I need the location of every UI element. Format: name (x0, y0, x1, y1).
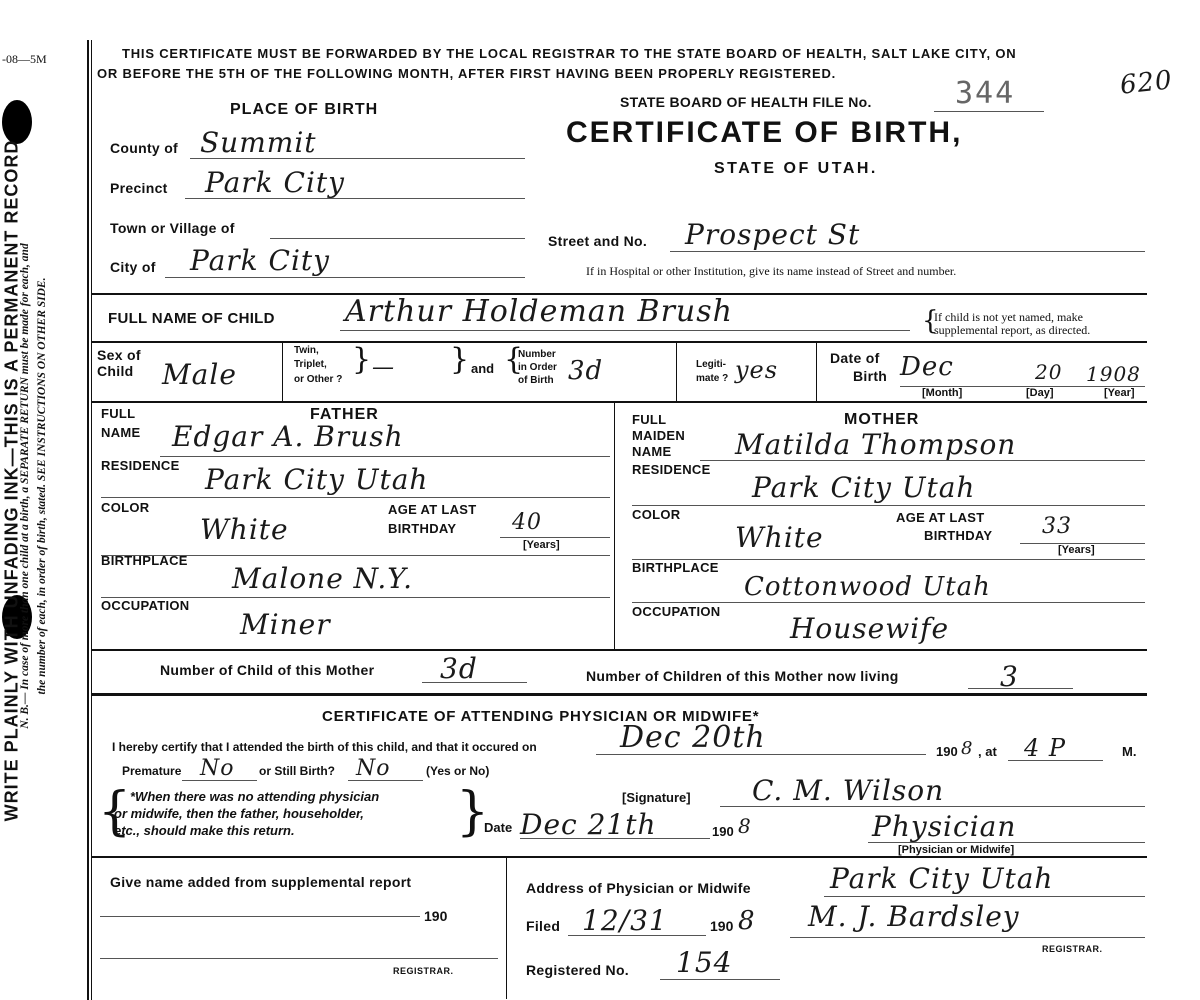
father-name-value: Edgar A. Brush (172, 420, 404, 453)
registered-value: 154 (676, 946, 733, 979)
dob-label-1: Date of (830, 350, 880, 366)
registrar-caption-left: REGISTRAR. (393, 966, 454, 976)
physician-title-line (868, 842, 1145, 843)
mother-age-label-1: AGE AT LAST (896, 510, 985, 525)
child-number-line (422, 682, 527, 683)
mother-occupation-label: OCCUPATION (632, 604, 721, 619)
physician-birth-date-line (596, 754, 926, 755)
dob-label-2: Birth (853, 368, 888, 384)
form-left-border (87, 40, 89, 1000)
m-label: M. (1122, 744, 1137, 759)
order-brace: { (504, 342, 524, 377)
name-note-2: supplemental report, as directed. (934, 323, 1091, 337)
corner-number: 620 (1118, 65, 1175, 101)
note-line-1: *When there was no attending physician (130, 789, 380, 804)
col-divider-sex (282, 341, 283, 401)
sex-label-1: Sex of (97, 347, 141, 363)
name-note-brace: { (922, 306, 939, 336)
left-margin (0, 0, 80, 999)
registrar-signature: M. J. Bardsley (808, 900, 1020, 933)
child-number-label: Number of Child of this Mother (160, 662, 375, 678)
father-birthplace-label: BIRTHPLACE (101, 553, 188, 568)
certify-text: I hereby certify that I attended the birth of this child, and that it occured on (112, 740, 537, 754)
nb-instructions-2: the number of each, in order of birth, stated. SEE INSTRUCTIONS ON OTHER SIDE. (36, 277, 48, 695)
col-divider-order (676, 341, 677, 401)
street-line (670, 251, 1145, 252)
mother-name-label-2: MAIDEN (632, 428, 686, 443)
signature-line (720, 806, 1145, 807)
children-living-value: 3 (1000, 660, 1019, 693)
file-no-label: STATE BOARD OF HEALTH FILE No. (620, 94, 872, 110)
street-label: Street and No. (548, 233, 648, 249)
father-age-label-1: AGE AT LAST (388, 502, 477, 517)
mother-birthplace-label: BIRTHPLACE (632, 560, 719, 575)
month-caption: [Month] (922, 387, 963, 399)
mother-name-line (700, 460, 1145, 461)
physician-heading: CERTIFICATE OF ATTENDING PHYSICIAN OR MIDWIFE* (322, 708, 760, 725)
divider-6 (91, 856, 1147, 858)
father-birthplace-value: Malone N.Y. (232, 562, 414, 595)
parents-divider (614, 401, 615, 649)
father-age-line (500, 537, 610, 538)
filed-label: Filed (526, 918, 561, 934)
twin-brace-right: } (450, 342, 470, 377)
mother-color-value: White (735, 521, 824, 554)
order-label-2: in Order (518, 362, 557, 373)
note-brace-left: { (98, 782, 132, 842)
nb-instructions-1: N. B.— In case of more than one child at a birth, a SEPARATE RETURN must be made for each, and (19, 243, 31, 729)
registered-line (660, 979, 780, 980)
twin-label-2: Triplet, (294, 359, 327, 370)
mother-birthplace-value: Cottonwood Utah (744, 572, 991, 602)
forwarding-notice-2: OR BEFORE THE 5TH OF THE FOLLOWING MONTH, AFTER FIRST HAVING BEEN PROPERLY REGISTERED. (97, 66, 837, 81)
county-value: Summit (200, 126, 317, 159)
father-residence-line (101, 497, 610, 498)
file-no-line (934, 111, 1044, 112)
and-label: and (471, 361, 495, 376)
father-residence-value: Park City Utah (205, 463, 429, 496)
legit-value: yes (735, 356, 779, 384)
premature-value: No (200, 756, 235, 781)
yes-no-label: (Yes or No) (426, 764, 490, 778)
physician-date-line (520, 838, 710, 839)
mother-color-label: COLOR (632, 507, 681, 522)
legit-label-2: mate ? (696, 373, 729, 384)
father-years-caption: [Years] (523, 539, 560, 551)
physician-title-value: Physician (872, 810, 1017, 843)
filed-value: 12/31 (582, 904, 668, 937)
order-value: 3d (568, 356, 604, 386)
name-note-1: If child is not yet named, make (934, 310, 1083, 324)
mother-name-label-3: NAME (632, 444, 672, 459)
address-line (824, 896, 1145, 897)
city-value: Park City (190, 244, 330, 277)
still-birth-value: No (356, 756, 391, 781)
children-living-label: Number of Children of this Mother now living (586, 668, 899, 684)
divider-4 (91, 649, 1147, 651)
mother-birthplace-line (632, 602, 1145, 603)
mother-age-label-2: BIRTHDAY (924, 528, 993, 543)
dob-month-value: Dec (900, 352, 954, 382)
registrar-signature-line (790, 937, 1145, 938)
child-number-value: 3d (440, 652, 478, 685)
note-brace-right: } (456, 782, 490, 842)
city-line (165, 277, 525, 278)
note-line-2: or midwife, then the father, householder, (114, 806, 364, 821)
physician-year-suffix: 8 (961, 738, 974, 759)
physician-hour-line (1008, 760, 1103, 761)
still-birth-label: or Still Birth? (259, 764, 335, 778)
county-line (190, 158, 525, 159)
sex-value: Male (162, 358, 237, 391)
order-label-3: of Birth (518, 375, 554, 386)
date-year-suffix: 8 (738, 814, 752, 838)
still-birth-line (348, 780, 423, 781)
year-caption: [Year] (1104, 387, 1135, 399)
father-residence-label: RESIDENCE (101, 458, 180, 473)
mother-name-value: Matilda Thompson (735, 428, 1017, 461)
at-label: , at (978, 744, 997, 759)
divider-5 (91, 693, 1147, 696)
father-color-label: COLOR (101, 500, 150, 515)
father-occupation-value: Miner (240, 608, 331, 641)
col-divider-legit (816, 341, 817, 401)
registrar-caption-right: REGISTRAR. (1042, 944, 1103, 954)
mother-age-value: 33 (1042, 514, 1072, 539)
precinct-value: Park City (205, 166, 345, 199)
premature-label: Premature (122, 764, 182, 778)
filed-year-prefix: 190 (710, 918, 734, 934)
mother-name-label-1: FULL (632, 412, 667, 427)
form-code: -08—5M (2, 52, 47, 66)
certificate-subtitle: STATE OF UTAH. (714, 160, 878, 177)
father-name-label-1: FULL (101, 406, 136, 421)
twin-value: — (372, 355, 395, 380)
street-value: Prospect St (685, 218, 861, 251)
father-age-value: 40 (512, 510, 542, 535)
divider-2 (91, 341, 1147, 343)
physician-hour: 4 P (1024, 734, 1067, 762)
hospital-note: If in Hospital or other Institution, give its name instead of Street and number. (586, 264, 957, 278)
twin-label-3: or Other ? (294, 374, 343, 385)
twin-label-1: Twin, (294, 345, 319, 356)
filed-year-suffix: 8 (738, 906, 756, 936)
father-color-value: White (200, 513, 289, 546)
signature-label: [Signature] (622, 790, 691, 805)
mother-occupation-value: Housewife (790, 612, 950, 645)
physician-year-prefix: 190 (936, 744, 958, 759)
registration-divider (506, 858, 507, 999)
day-caption: [Day] (1026, 387, 1054, 399)
child-name-label: FULL NAME OF CHILD (108, 310, 275, 327)
mother-heading: MOTHER (844, 411, 920, 428)
twin-brace-left: } (352, 342, 372, 377)
physician-signature: C. M. Wilson (752, 774, 945, 807)
children-living-line (968, 688, 1073, 689)
date-year-prefix: 190 (712, 824, 734, 839)
father-occupation-label: OCCUPATION (101, 598, 190, 613)
city-label: City of (110, 259, 156, 275)
supplemental-label: Give name added from supplemental report (110, 874, 412, 890)
legit-label-1: Legiti- (696, 359, 726, 370)
address-value: Park City Utah (830, 862, 1054, 895)
mother-residence-value: Park City Utah (752, 471, 976, 504)
father-age-label-2: BIRTHDAY (388, 521, 457, 536)
order-label-1: Number (518, 349, 556, 360)
address-label: Address of Physician or Midwife (526, 880, 751, 896)
town-label: Town or Village of (110, 220, 235, 236)
physician-date: Dec 21th (520, 808, 657, 841)
forwarding-notice-1: THIS CERTIFICATE MUST BE FORWARDED BY THE LOCAL REGISTRAR TO THE STATE BOARD OF HEALTH, SALT LAKE CITY, ON (122, 46, 1017, 61)
supplemental-line-1 (100, 916, 420, 917)
file-no: 344 (955, 76, 1016, 111)
date-label: Date (484, 820, 513, 835)
father-name-label-2: NAME (101, 425, 141, 440)
permanent-record-notice: WRITE PLAINLY WITH UNFADING INK—THIS IS A PERMANENT RECORD (1, 139, 22, 822)
physician-birth-date: Dec 20th (620, 720, 766, 755)
father-heading: FATHER (310, 406, 379, 423)
father-name-line (160, 456, 610, 457)
mother-residence-label: RESIDENCE (632, 462, 711, 477)
dob-year-value: 1908 (1086, 362, 1141, 386)
note-line-3: etc., should make this return. (114, 823, 295, 838)
physician-title-caption: [Physician or Midwife] (898, 844, 1015, 856)
mother-residence-line (632, 505, 1145, 506)
registered-label: Registered No. (526, 962, 629, 978)
dob-day-value: 20 (1035, 360, 1063, 384)
filed-line (568, 935, 706, 936)
sex-label-2: Child (97, 363, 134, 379)
child-name-value: Arthur Holdeman Brush (345, 294, 733, 329)
divider-3 (91, 401, 1147, 403)
precinct-line (185, 198, 525, 199)
supplemental-line-2 (100, 958, 498, 959)
town-line (270, 238, 525, 239)
child-name-line (340, 330, 910, 331)
precinct-label: Precinct (110, 180, 168, 196)
supplemental-year: 190 (424, 908, 448, 924)
premature-line (182, 780, 257, 781)
mother-years-caption: [Years] (1058, 544, 1095, 556)
certificate-title: CERTIFICATE OF BIRTH, (566, 116, 963, 149)
county-label: County of (110, 140, 179, 156)
place-of-birth-heading: PLACE OF BIRTH (230, 101, 379, 118)
